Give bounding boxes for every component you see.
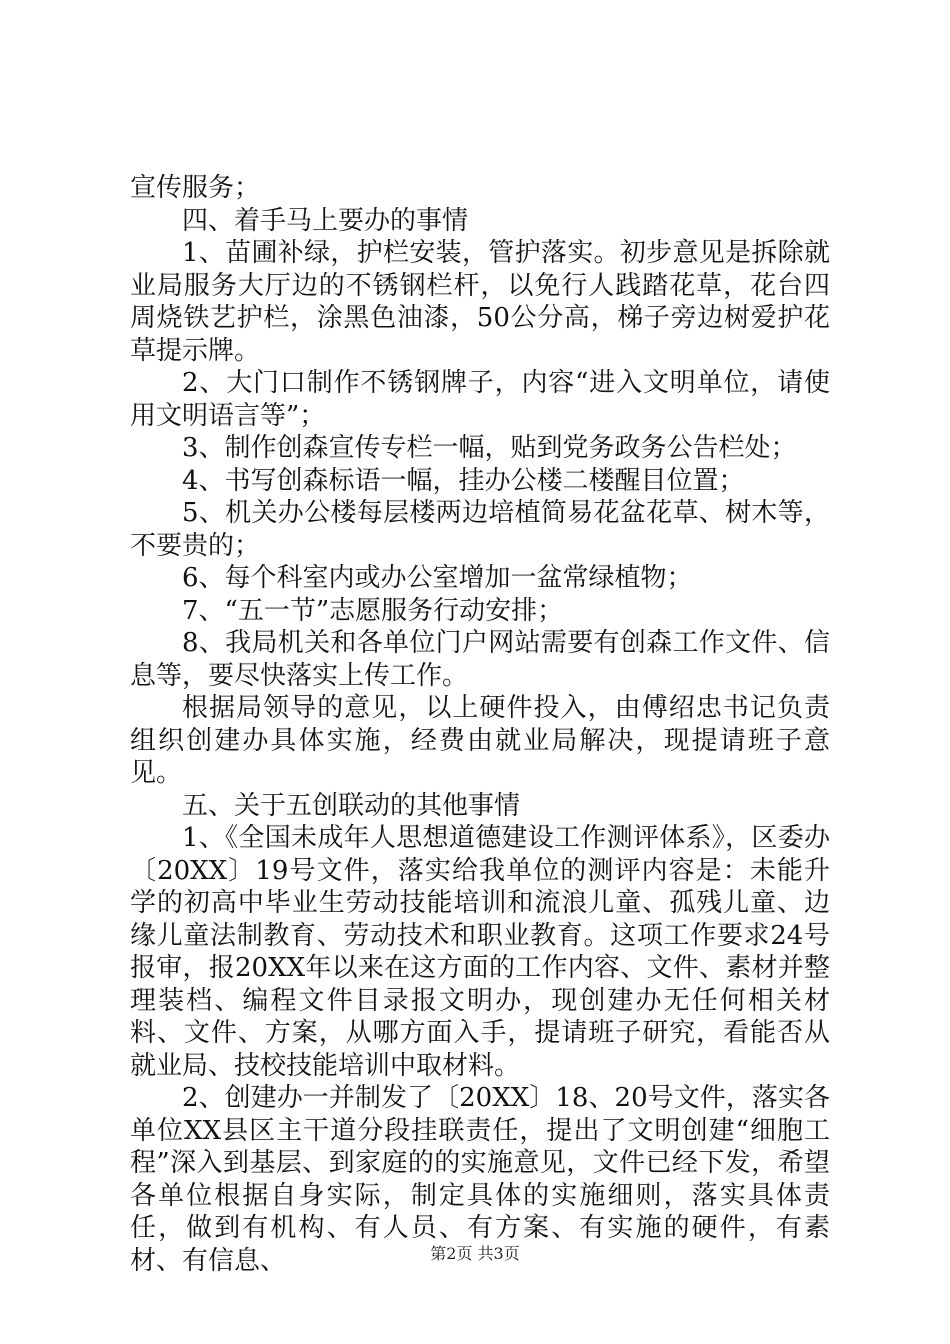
body-paragraph: 四、着手马上要办的事情 xyxy=(182,205,469,236)
body-paragraph: 7、“五一节”志愿服务行动安排； xyxy=(182,595,564,626)
body-paragraph: 宣传服务； xyxy=(130,173,261,203)
page-footer: 第2页 共3页 xyxy=(430,1244,520,1263)
body-paragraph: 1、《全国未成年人思想道德建设工作测评体系》，区委办〔20XX〕19号文件，落实给我单位的测评内容是：未能升学的初高中毕业生劳动技能培训和流浪儿童、孤残儿童、边缘儿童法制教育、劳动技术和职业教育。这项工作要求24号报审，报20XX年以来在这方面的工作内容、文件、素材并整理装档、编程文件目录报文明办，现创建办无任何相关材料、文件、方案，从哪方面入手，提请班子研究，看能否从就业局、技校技能培训中取材料。 xyxy=(130,823,830,1081)
body-paragraph: 4、书写创森标语一幅，挂办公楼二楼醒目位置； xyxy=(182,465,745,496)
body-paragraph: 2、大门口制作不锈钢牌子，内容“进入文明单位，请使用文明语言等”； xyxy=(130,368,830,431)
body-paragraph: 6、每个科室内或办公室增加一盆常绿植物； xyxy=(182,563,693,593)
document-body xyxy=(130,172,830,1277)
body-paragraph: 8、我局机关和各单位门户网站需要有创森工作文件、信息等，要尽快落实上传工作。 xyxy=(130,628,830,691)
body-paragraph: 5、机关办公楼每层楼两边培植简易花盆花草、树木等，不要贵的； xyxy=(130,498,830,561)
body-paragraph: 五、关于五创联动的其他事情 xyxy=(182,790,521,821)
body-paragraph: 2、创建办一并制发了〔20XX〕18、20号文件，落实各单位XX县区主干道分段挂联责任，提出了文明创建“细胞工程”深入到基层、到家庭的的实施意见，文件已经下发，希望各单位根据自身实际，制定具体的实施细则，落实具体责任，做到有机构、有人员、有方案、有实施的硬件，有素材、有信息、 xyxy=(130,1083,830,1276)
body-paragraph: 根据局领导的意见，以上硬件投入，由傅绍忠书记负责组织创建办具体实施，经费由就业局解决，现提请班子意见。 xyxy=(130,693,830,788)
body-paragraph: 1、苗圃补绿，护栏安装，管护落实。初步意见是拆除就业局服务大厅边的不锈钢栏杆，以免行人践踏花草，花台四周烧铁艺护栏，涂黑色油漆，50公分高，梯子旁边树爱护花草提示牌。 xyxy=(130,238,830,366)
body-paragraph: 3、制作创森宣传专栏一幅，贴到党务政务公告栏处； xyxy=(182,433,797,463)
